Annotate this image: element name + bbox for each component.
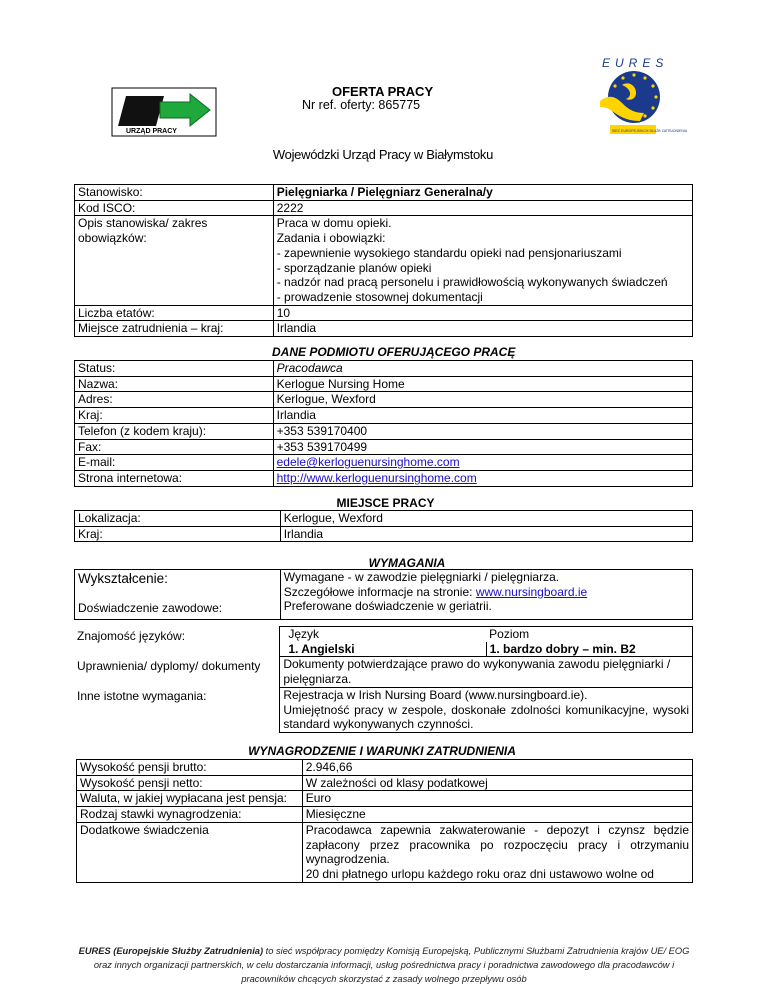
lokalizacja-value: Kerlogue, Wexford [280, 511, 692, 527]
doswiadczenie-value: Preferowane doświadczenie w geriatrii. [283, 599, 492, 614]
salary-rate-value: Miesięczne [302, 807, 692, 823]
doswiadczenie-label: Doświadczenie zawodowe: [78, 600, 223, 615]
employer-table [74, 360, 693, 487]
opis-line: Praca w domu opieki. [276, 216, 392, 231]
employer-address-value: Kerlogue, Wexford [273, 392, 692, 408]
level-1: 1. bardzo dobry – min. B2 [486, 642, 692, 657]
employer-status-value: Pracodawca [273, 361, 692, 377]
eures-logo-subtext: SIEĆ EUROPEJSKICH SŁUŻB ZATRUDNIENIA [612, 129, 688, 133]
salary-table [76, 759, 693, 883]
salary-net-value: W zależności od klasy podatkowej [302, 775, 692, 791]
dodatkowe-label: Dodatkowe świadczenia [77, 822, 303, 882]
miejsce-label: Miejsce zatrudnienia – kraj: [75, 321, 274, 337]
offer-ref-label: Nr ref. oferty: [302, 98, 375, 112]
opis-label: Opis stanowiska/ zakres obowiązków: [75, 216, 274, 305]
logo-left-text: URZĄD PRACY [126, 128, 177, 135]
email-link[interactable]: edele@kerloguenursinghome.com [276, 455, 460, 470]
szczegoly-text: Szczegółowe informacje na stronie: [283, 584, 476, 599]
requirements-table [74, 569, 693, 620]
wyksztalcenie-label: Wykształcenie: [78, 571, 168, 586]
employer-label: Strona internetowa: [75, 470, 274, 486]
opis-line: - nadzór nad pracą personelu i prawidłowością wykonywanych świadczeń [276, 275, 668, 290]
inne-label: Inne istotne wymagania: [77, 689, 207, 704]
employer-fax-value: +353 539170499 [273, 439, 692, 455]
office-name: Wojewódzki Urząd Pracy w Białymstoku [272, 147, 494, 162]
language-table [280, 627, 692, 656]
opis-line: - prowadzenie stosownej dokumentacji [276, 289, 483, 304]
wyksztalcenie-value: Wymagane - w zawodzie pielęgniarki / pielęgniarza. [283, 570, 560, 584]
lokalizacja-label: Lokalizacja: [75, 511, 281, 527]
eures-logo-text: EURES [602, 56, 669, 70]
opis-line: - zapewnienie wysokiego standardu opieki nad pensjonariuszami [276, 245, 622, 260]
opis-line: - sporządzanie planów opieki [276, 260, 432, 275]
employer-label: Nazwa: [75, 376, 274, 392]
isco-label: Kod ISCO: [75, 200, 274, 216]
uprawnienia-label: Uprawnienia/ dyplomy/ dokumenty [77, 658, 261, 673]
etaty-value: 10 [273, 305, 692, 321]
offer-reference [302, 98, 420, 112]
language-header: Język [288, 627, 320, 641]
stanowisko-value: Pielęgniarka / Pielęgniarz Generalna/y [273, 185, 692, 201]
requirements-table-2 [74, 626, 693, 733]
employer-label: Kraj: [75, 408, 274, 424]
requirements-section-title: WYMAGANIA [368, 556, 446, 570]
level-header: Poziom [489, 627, 530, 641]
eures-logo [592, 55, 688, 137]
employer-label: Status: [75, 361, 274, 377]
employer-section-title: DANE PODMIOTU OFERUJĄCEGO PRACĘ [272, 345, 516, 359]
salary-label: Rodzaj stawki wynagrodzenia: [77, 807, 303, 823]
isco-value: 2222 [273, 200, 692, 216]
employer-label: Fax: [75, 439, 274, 455]
location-country-label: Kraj: [75, 526, 281, 542]
miejsce-value: Irlandia [273, 321, 692, 337]
etaty-label: Liczba etatów: [75, 305, 274, 321]
salary-label: Wysokość pensji brutto: [77, 760, 303, 776]
jezyki-label: Znajomość języków: [77, 628, 186, 643]
inne-value-2: Umiejętność pracy w zespole, doskonałe zdolności komunikacyjne, wysoki standard wykonywanych czynności. [283, 702, 689, 732]
opis-value [273, 216, 692, 305]
location-country-value: Irlandia [280, 526, 692, 542]
position-table [74, 184, 693, 337]
opis-line: Zadania i obowiązki: [276, 231, 386, 246]
salary-label: Wysokość pensji netto: [77, 775, 303, 791]
employer-label: Adres: [75, 392, 274, 408]
employer-phone-value: +353 539170400 [273, 423, 692, 439]
nursingboard-link[interactable]: www.nursingboard.ie [475, 584, 588, 599]
offer-ref-value: 865775 [378, 98, 421, 112]
salary-gross-value: 2.946,66 [302, 760, 692, 776]
salary-section-title: WYNAGRODZENIE I WARUNKI ZATRUDNIENIA [248, 744, 516, 758]
website-link[interactable]: http://www.kerloguenursinghome.com [276, 470, 477, 485]
page-title: OFERTA PRACY [332, 84, 434, 99]
language-1: 1. Angielski [288, 641, 355, 656]
employer-label: Telefon (z kodem kraju): [75, 423, 274, 439]
location-table [74, 510, 693, 542]
dodatkowe-value-1: Pracodawca zapewnia zakwaterowanie - depozyt i czynsz będzie zapłacony przez pracownika po rozpoczęciu pracy i otrzymaniu wynagrodzenia. [305, 822, 689, 867]
employer-country-value: Irlandia [273, 408, 692, 424]
footer-text: to sieć współpracy pomiędzy Komisją Europejską, Publicznymi Służbami Zatrudnienia krajów UE/ EOG oraz innych organizacji partnerskich, w celu dostarczania informacji, usług pośrednictwa pracy i poradnictwa zawodowego dla pracodawców i pracowników chcących skorzystać z zasady wolnego przepływu osób [93, 946, 690, 984]
uprawnienia-value: Dokumenty potwierdzające prawo do wykonywania zawodu pielęgniarki / pielęgniarza. [280, 657, 693, 687]
dodatkowe-value-2: 20 dni płatnego urlopu każdego roku oraz dni ustawowo wolne od [305, 866, 654, 881]
employer-name-value: Kerlogue Nursing Home [273, 376, 692, 392]
location-section-title: MIEJSCE PRACY [336, 496, 435, 510]
employer-label: E-mail: [75, 455, 274, 471]
urzad-pracy-logo [112, 88, 216, 136]
inne-value-1: Rejestracja w Irish Nursing Board (www.nursingboard.ie). [283, 687, 588, 702]
stanowisko-label: Stanowisko: [75, 185, 274, 201]
salary-currency-value: Euro [302, 791, 692, 807]
footer-bold: EURES (Europejskie Służby Zatrudnienia) [78, 946, 264, 956]
footer-note [70, 944, 698, 986]
salary-label: Waluta, w jakiej wypłacana jest pensja: [77, 791, 303, 807]
